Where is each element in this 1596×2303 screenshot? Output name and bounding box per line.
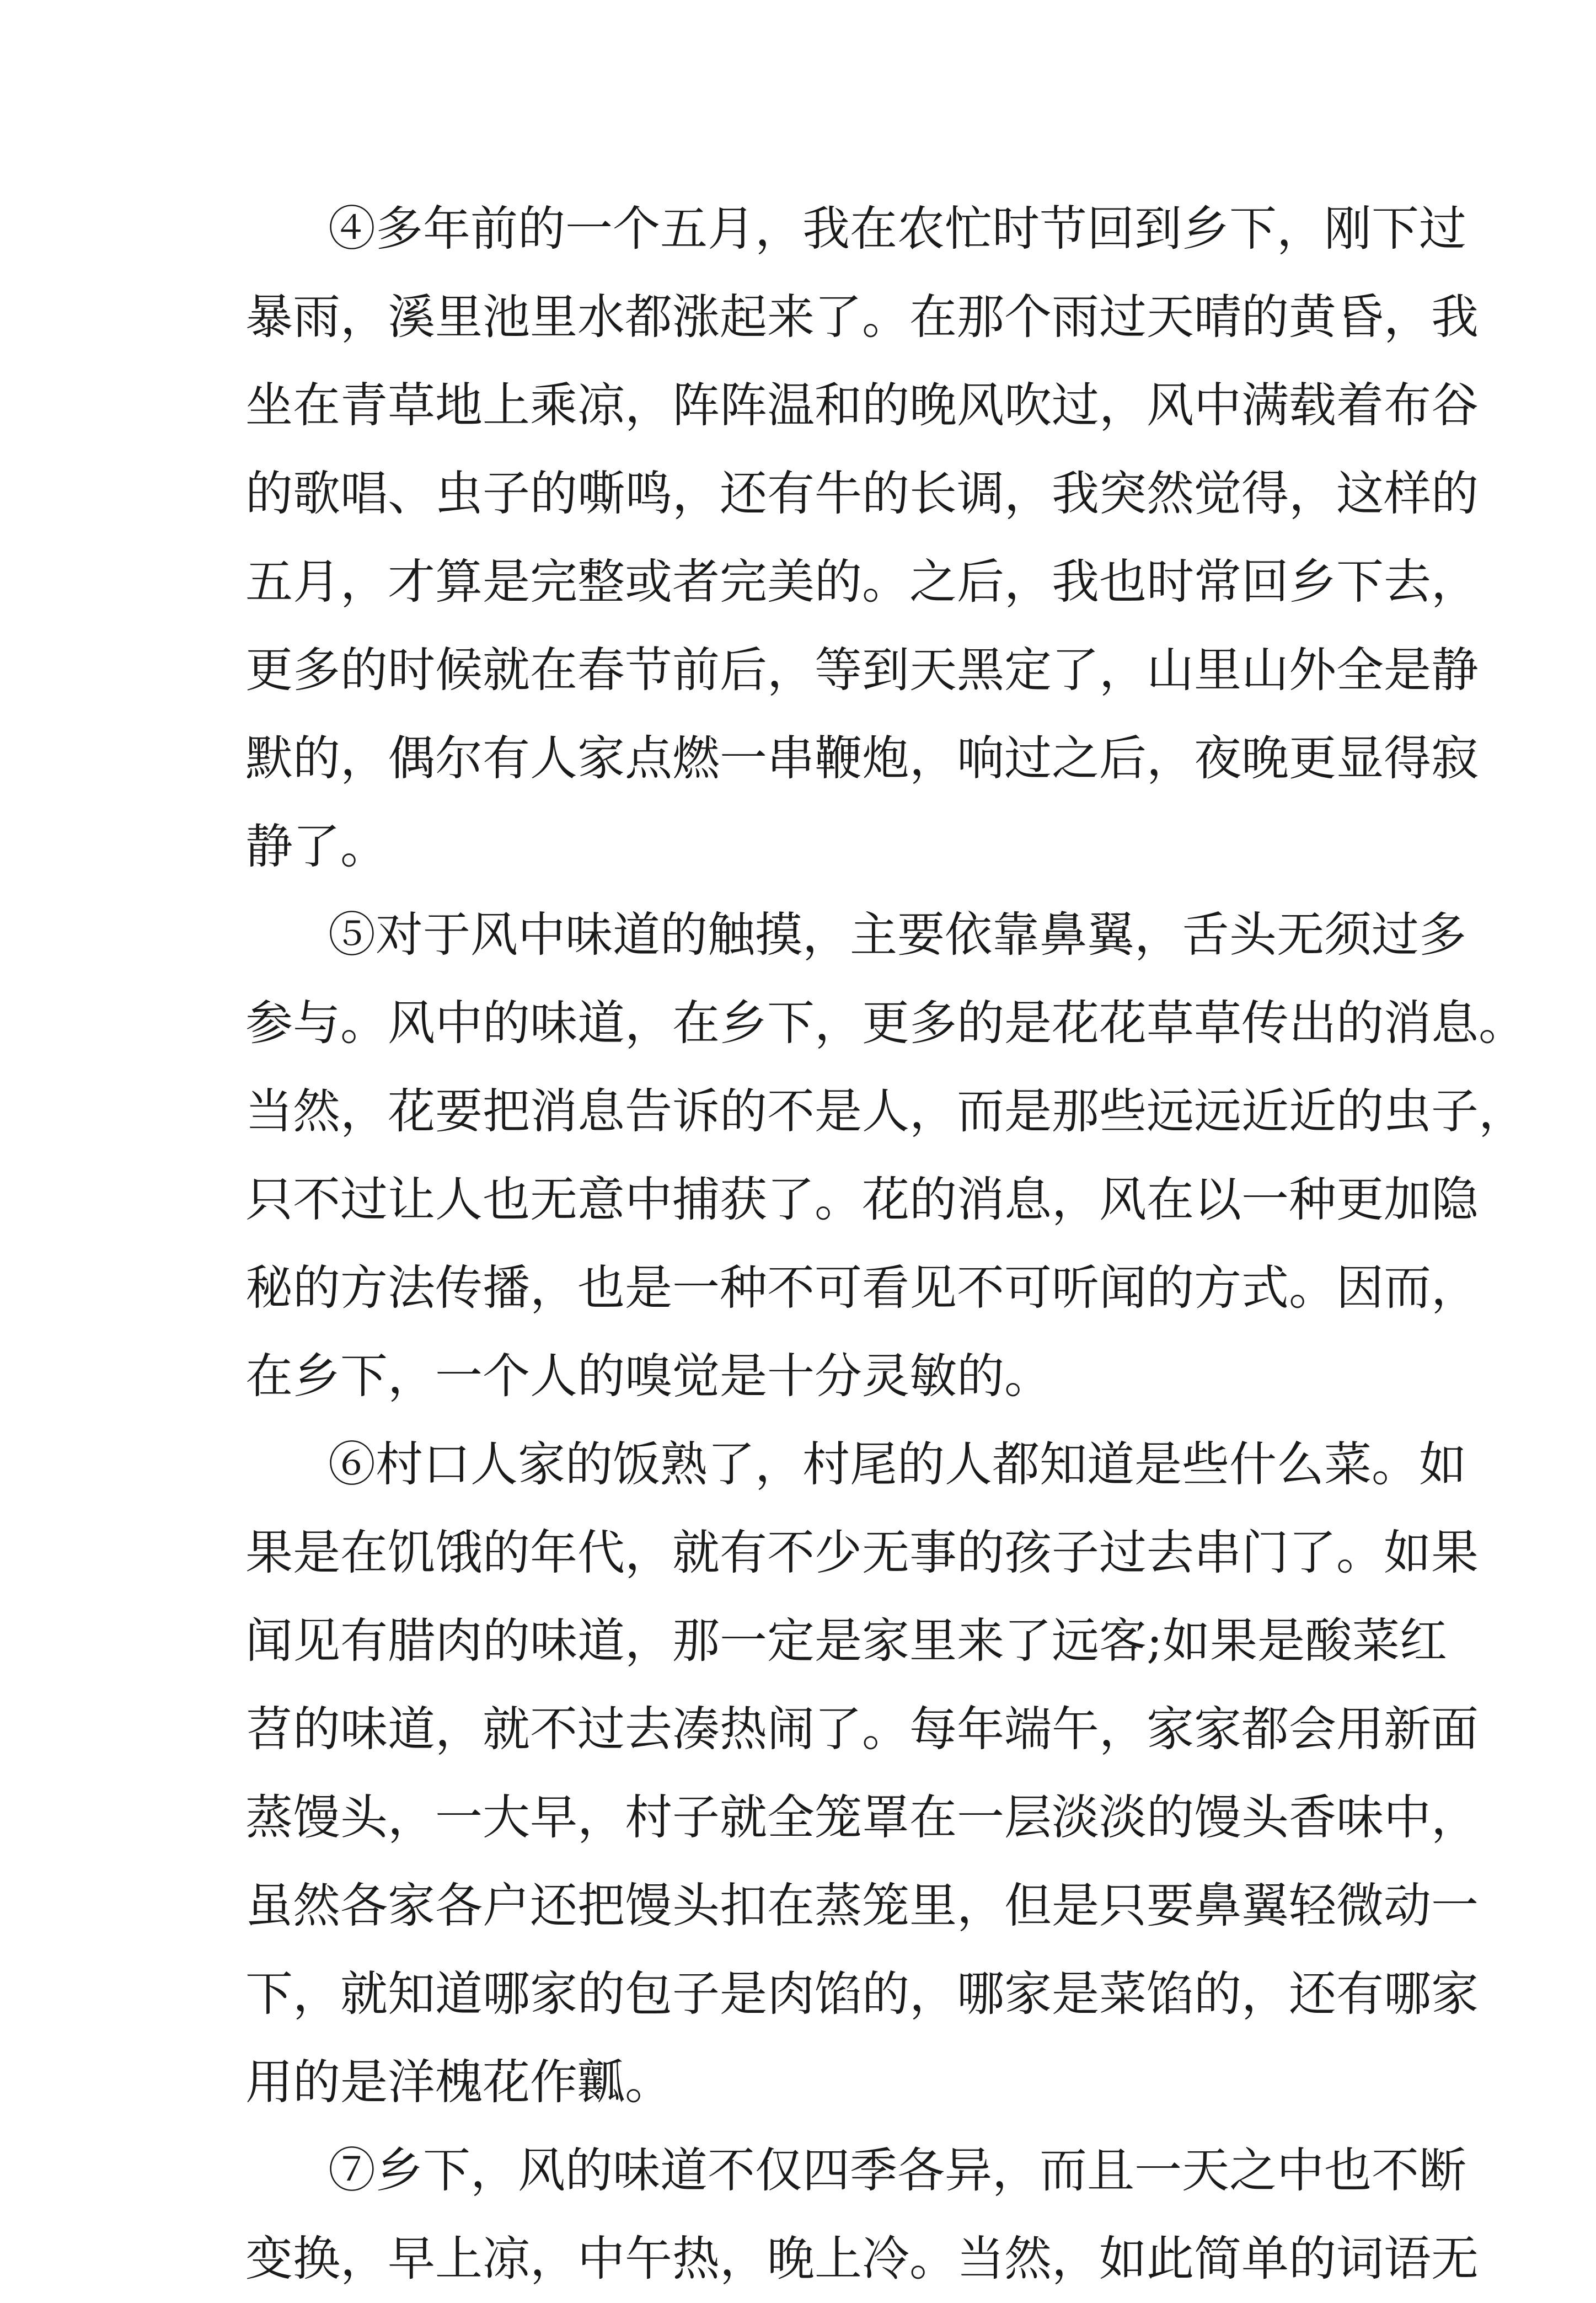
paragraph-6-line-1: ⑥村口人家的饭熟了，村尾的人都知道是些什么菜。如 — [328, 1437, 1466, 1492]
paragraph-6-line-6: 虽然各家各户还把馒头扣在蒸笼里，但是只要鼻翼轻微动一 — [245, 1878, 1479, 1933]
paragraph-7-line-2: 变换，早上凉，中午热，晚上冷。当然，如此简单的词语无 — [245, 2231, 1479, 2286]
paragraph-6-line-2: 果是在饥饿的年代，就有不少无事的孩子过去串门了。如果 — [245, 1525, 1479, 1580]
paragraph-4-line-4: 的歌唱、虫子的嘶鸣，还有牛的长调，我突然觉得，这样的 — [245, 466, 1479, 521]
paragraph-5-line-2: 参与。风中的味道，在乡下，更多的是花花草草传出的消息。 — [245, 996, 1526, 1051]
paragraph-4-line-6: 更多的时候就在春节前后，等到天黑定了，山里山外全是静 — [245, 643, 1479, 698]
paragraph-7-line-1: ⑦乡下，风的味道不仅四季各异，而且一天之中也不断 — [328, 2143, 1466, 2198]
paragraph-6-line-3: 闻见有腊肉的味道，那一定是家里来了远客;如果是酸菜红 — [245, 1613, 1447, 1669]
paragraph-4-line-5: 五月，才算是完整或者完美的。之后，我也时常回乡下去， — [245, 554, 1479, 610]
paragraph-5-line-1: ⑤对于风中味道的触摸，主要依靠鼻翼，舌头无须过多 — [328, 907, 1466, 963]
paragraph-5-line-6: 在乡下，一个人的嗅觉是十分灵敏的。 — [245, 1349, 1052, 1404]
paragraph-4-line-3: 坐在青草地上乘凉，阵阵温和的晚风吹过，风中满载着布谷 — [245, 378, 1479, 433]
paragraph-6-line-7: 下，就知道哪家的包子是肉馅的，哪家是菜馅的，还有哪家 — [245, 1967, 1479, 2022]
paragraph-4-line-1: ④多年前的一个五月，我在农忙时节回到乡下，刚下过 — [328, 201, 1466, 257]
paragraph-4-line-2: 暴雨，溪里池里水都涨起来了。在那个雨过天晴的黄昏，我 — [245, 290, 1479, 345]
paragraph-4-line-7: 默的，偶尔有人家点燃一串鞭炮，响过之后，夜晚更显得寂 — [245, 731, 1479, 786]
paragraph-6-line-8: 用的是洋槐花作瓤。 — [245, 2055, 672, 2110]
paragraph-6-line-4: 苕的味道，就不过去凑热闹了。每年端午，家家都会用新面 — [245, 1702, 1479, 1757]
paragraph-4-line-8: 静了。 — [245, 819, 388, 874]
paragraph-5-line-5: 秘的方法传播，也是一种不可看见不可听闻的方式。因而， — [245, 1260, 1479, 1316]
paragraph-6-line-5: 蒸馒头，一大早，村子就全笼罩在一层淡淡的馒头香味中， — [245, 1790, 1479, 1845]
paragraph-5-line-4: 只不过让人也无意中捕获了。花的消息，风在以一种更加隐 — [245, 1172, 1479, 1227]
paragraph-5-line-3: 当然，花要把消息告诉的不是人，而是那些远远近近的虫子， — [245, 1084, 1526, 1139]
